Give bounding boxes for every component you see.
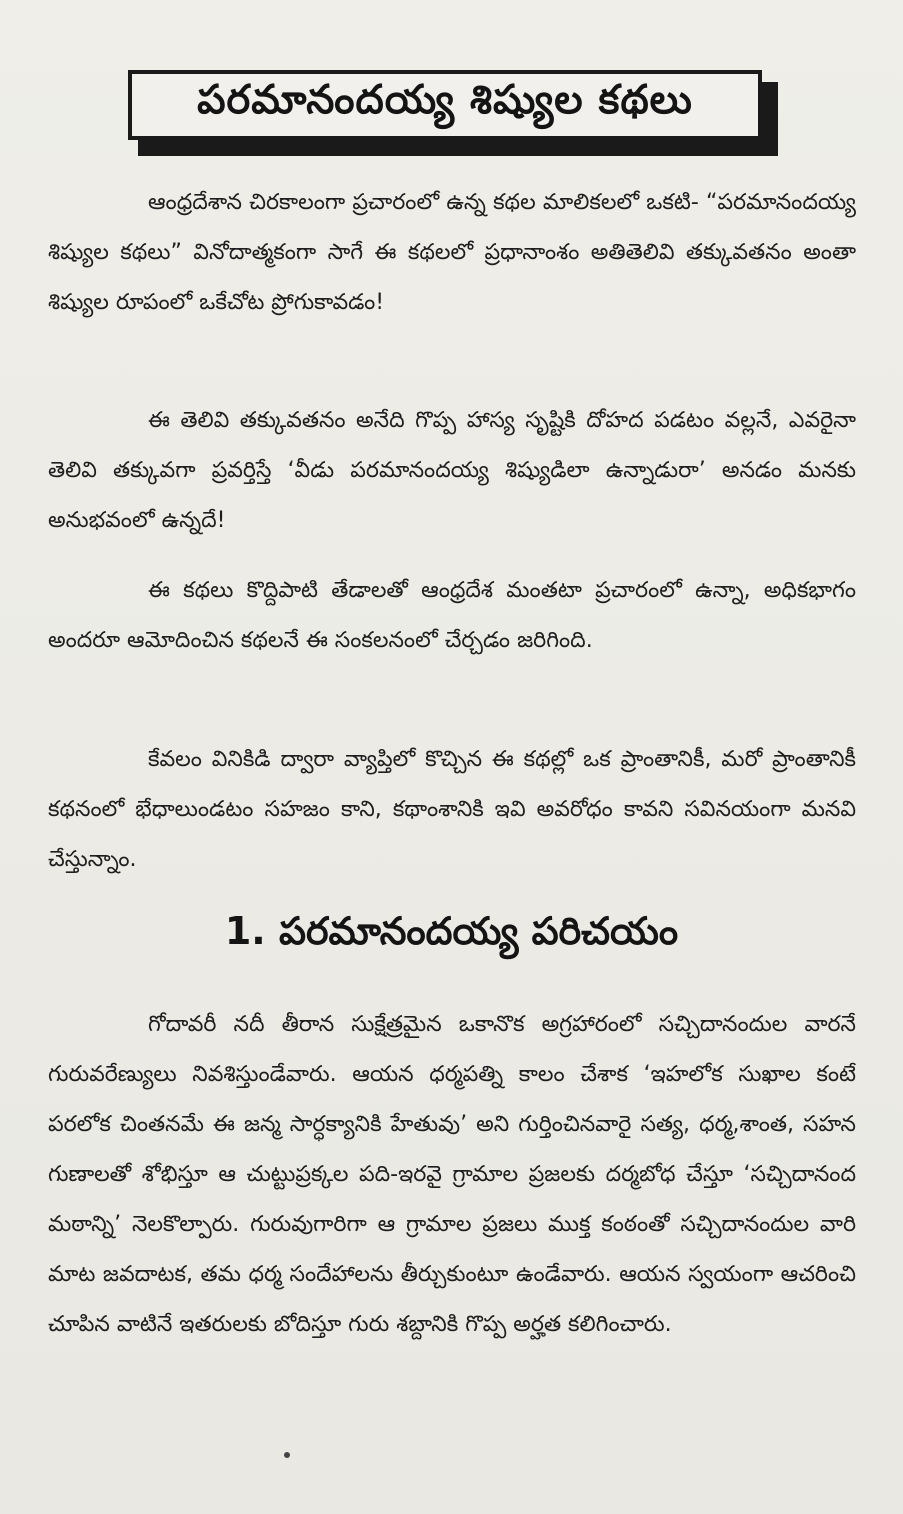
intro-paragraph-3 xyxy=(48,566,856,716)
intro-paragraph-2 xyxy=(48,396,856,546)
intro-paragraph-4 xyxy=(48,735,856,885)
paragraph-text: ఈ తెలివి తక్కువతనం అనేది గొప్ప హాస్య సృష్టికి దోహద పడటం వల్లనే, ఎవరైనా తెలివి తక్కువగా ప్రవర్తిస్తే ‘వీడు పరమానందయ్య శిష్యుడిలా ఉన్నాడురా’ అనడం మనకు అనుభవంలో ఉన్నదే! xyxy=(48,408,856,533)
title-banner xyxy=(128,70,778,156)
title-box xyxy=(128,70,762,140)
paragraph-text: కేవలం వినికిడి ద్వారా వ్యాప్తిలో కొచ్చిన ఈ కథల్లో ఒక ప్రాంతానికీ, మరో ప్రాంతానికీ కథనంలో భేధాలుండటం సహజం కాని, కథాంశానికి ఇవి అవరోధం కావని సవినయంగా మనవి చేస్తున్నాం. xyxy=(48,747,856,872)
page-title: పరమానందయ్య శిష్యుల కథలు xyxy=(197,77,693,123)
ink-dot xyxy=(284,1452,290,1458)
intro-paragraph-1 xyxy=(48,178,856,378)
paragraph-text: గోదావరీ నదీ తీరాన సుక్షేత్రమైన ఒకానొక అగ్రహారంలో సచ్చిదానందుల వారనే గురువరేణ్యులు నివశిస్తుండేవారు. ఆయన ధర్మపత్ని కాలం చేశాక ‘ఇహలోక సుఖాల కంటే పరలోక చింతనమే ఈ జన్మ సార్ధక్యానికి హేతువు’ అని గుర్తించినవారై సత్య, ధర్మ,శాంత, సహన గుణాలతో శోభిస్తూ ఆ చుట్టుప్రక్కల పది-ఇరవై గ్రామాల ప్రజలకు దర్మబోధ చేస్తూ ‘సచ్చిదానంద మఠాన్ని’ నెలకొల్పారు. గురువుగారిగా ఆ గ్రామాల ప్రజలు ముక్త కంఠంతో సచ్చిదానందుల వారి మాట జవదాటక, తమ ధర్మ సందేహాలను తీర్చుకుంటూ ఉండేవారు. ఆయన స్వయంగా ఆచరించి చూపిన వాటినే ఇతరులకు బోదిస్తూ గురు శబ్దానికి గొప్ప అర్హత కలిగించారు. xyxy=(48,1012,856,1337)
paragraph-text: ఈ కథలు కొద్దిపాటి తేడాలతో ఆంధ్రదేశ మంతటా ప్రచారంలో ఉన్నా, అధికభాగం అందరూ ఆమోదించిన కథలనే ఈ సంకలనంలో చేర్చడం జరిగింది. xyxy=(48,578,856,653)
section-heading: 1. పరమానందయ్య పరిచయం xyxy=(224,909,679,953)
paragraph-text: ఆంధ్రదేశాన చిరకాలంగా ప్రచారంలో ఉన్న కథల మాలికలలో ఒకటి- “పరమానందయ్య శిష్యుల కథలు” వినోదాత్మకంగా సాగే ఈ కథలలో ప్రధానాంశం అతితెలివి తక్కువతనం అంతా శిష్యుల రూపంలో ఒకేచోట ప్రోగుకావడం! xyxy=(48,190,856,315)
section-paragraph xyxy=(48,1000,856,1460)
